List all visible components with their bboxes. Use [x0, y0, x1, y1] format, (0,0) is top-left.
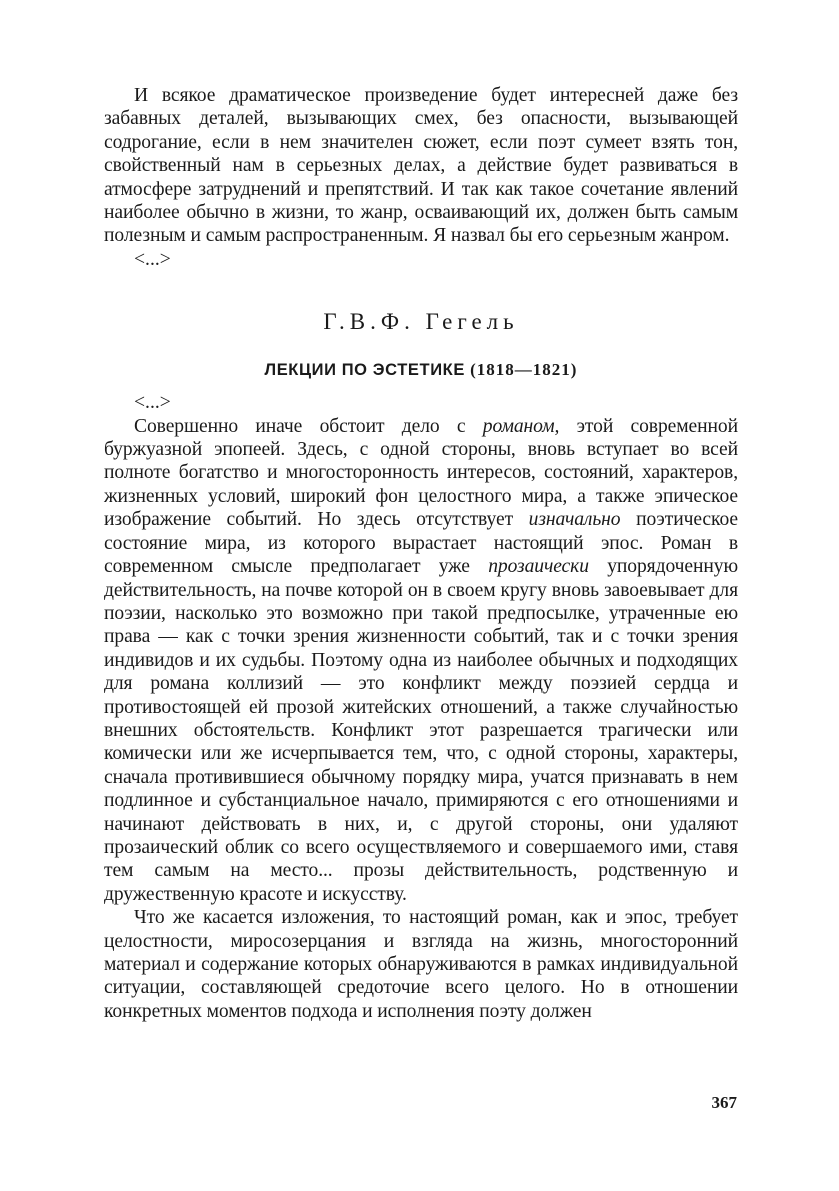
paragraph-text: упорядоченную действительность, на почве которой он в своем кругу вновь завоевывает для поэзии, насколько это возможно при такой предпосылке, утраченные ею права — как с точки зрения жизненности событий, так и с точки зрения индивидов и их судьбы. Поэтому одна из наиболее обычных и подходящих для романа коллизий — это конфликт между поэзией сердца и противостоящей ей прозой житейских отношений, а также случайностью внешних обстоятельств. Конфликт этот разрешается трагически или комически или же исчерпывается тем, что, с одной стороны, характеры, сначала противившиеся обычному порядку мира, учатся признавать в нем подлинное и субстанциальное начало, примиряются с его отношениями и начинают действовать в них, и, с другой стороны, они удаляют прозаический облик со всего осуществляемого и совершаемого ими, ставя тем самым на место... прозы действительность, родственную и дружественную красоте и искусству. — [104, 556, 738, 905]
ellipsis-marker: <...> — [134, 392, 171, 414]
book-page — [104, 84, 738, 1023]
paragraph-text: поэтическое состояние мира, из которого вырастает настоящий эпос. Роман в современном смысле предполагает уже — [104, 509, 738, 578]
section-title — [104, 359, 738, 381]
emphasis-text: изначально — [528, 509, 621, 531]
section-title-text: ЛЕКЦИИ ПО ЭСТЕТИКЕ — [264, 361, 465, 380]
paragraph-text: этой современной буржуазной эпопеей. Здесь, с одной стороны, вновь вступает во всей полноте богатство и многосторонность интересов, состояний, характеров, жизненных условий, широкий фон целостного мира, а также эпическое изображение событий. Но здесь отсутствует — [104, 415, 738, 531]
ellipsis-marker: <...> — [134, 248, 171, 270]
body-paragraph — [104, 415, 738, 907]
section-title-years: (1818—1821) — [470, 360, 578, 380]
intro-paragraph: И всякое драматическое произведение будет интересней даже без забавных деталей, вызывающих смех, без опасности, вызывающей содрогание, если в нем значителен сюжет, если поэт сумеет взять тон, свойственный нам в серьезных делах, а действие будет развиваться в атмосфере затруднений и препятствий. И так как такое сочетание явлений наиболее обычно в жизни, то жанр, осваивающий их, должен быть самым полезным и самым распространенным. Я назвал бы его серьезным жанром. — [104, 85, 738, 247]
page-number: 367 — [711, 1093, 737, 1112]
body-paragraph: Что же касается изложения, то настоящий роман, как и эпос, требует целостности, миросозерцания и взгляда на жизнь, многосторонний материал и содержание которых обнаруживаются в рамках индивидуальной ситуации, составляющей средоточие всего целого. Но в отношении конкретных моментов подхода и исполнения поэту должен — [104, 907, 738, 1022]
emphasis-text: прозаически — [488, 556, 589, 578]
emphasis-text: романом, — [482, 415, 560, 437]
paragraph-text: Совершенно иначе обстоит дело с — [134, 415, 483, 437]
author-name: Г.В.Ф. Гегель — [323, 309, 519, 335]
